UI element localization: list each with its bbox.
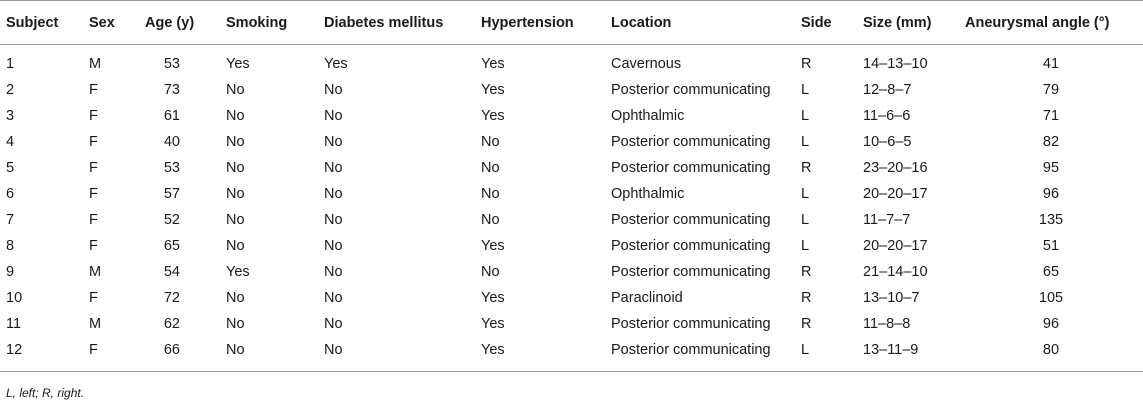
cell-hypertension: Yes [481, 290, 505, 306]
cell-side: R [801, 56, 812, 72]
cell-location: Posterior communicating [611, 134, 771, 150]
cell-age: 61 [163, 108, 180, 124]
cell-subject: 11 [6, 316, 22, 332]
cell-diabetes: No [324, 212, 343, 228]
cell-sex: M [89, 264, 102, 280]
cell-age: 62 [163, 316, 180, 332]
cell-location: Paraclinoid [611, 290, 683, 306]
cell-size: 11–8–8 [863, 316, 911, 332]
cell-location: Posterior communicating [611, 212, 771, 228]
cell-sex: F [89, 108, 98, 124]
cell-age: 57 [163, 186, 180, 202]
cell-angle: 82 [1042, 134, 1060, 150]
header-age: Age (y) [139, 1, 220, 45]
table-header [0, 1, 1143, 45]
cell-angle: 105 [1038, 290, 1064, 306]
cell-smoking: No [226, 108, 245, 124]
table-row [0, 77, 1143, 103]
cell-side: R [801, 160, 812, 176]
cell-diabetes: No [318, 337, 475, 372]
cell-subject: 9 [6, 264, 15, 280]
cell-size: 11–7–7 [863, 212, 911, 228]
cell-subject: 12 [0, 337, 83, 372]
cell-age: 53 [163, 160, 180, 176]
cell-location: Posterior communicating [611, 316, 771, 332]
cell-angle: 135 [1038, 212, 1064, 228]
cell-smoking: No [226, 186, 245, 202]
cell-subject: 5 [6, 160, 15, 176]
cell-side: R [801, 264, 812, 280]
cell-side: L [801, 212, 810, 228]
cell-sex: F [89, 212, 98, 228]
table-row [0, 233, 1143, 259]
cell-subject: 10 [6, 290, 23, 306]
cell-diabetes: No [324, 134, 343, 150]
cell-diabetes: No [324, 82, 343, 98]
cell-side: L [795, 337, 857, 372]
cell-angle: 79 [1042, 82, 1060, 98]
header-hypertension: Hypertension [475, 1, 605, 45]
cell-diabetes: No [324, 264, 343, 280]
cell-side: R [801, 290, 812, 306]
cell-size: 21–14–10 [863, 264, 928, 280]
cell-hypertension: Yes [481, 108, 505, 124]
cell-angle: 95 [1042, 160, 1060, 176]
cell-diabetes: No [324, 108, 343, 124]
cell-subject: 1 [6, 56, 15, 72]
table-row [0, 45, 1143, 78]
cell-sex: M [89, 316, 102, 332]
cell-hypertension: No [481, 134, 500, 150]
cell-hypertension: No [481, 212, 500, 228]
cell-side: L [801, 134, 810, 150]
cell-angle: 71 [1042, 108, 1060, 124]
cell-smoking: No [226, 134, 245, 150]
cell-diabetes: No [324, 160, 343, 176]
table-row [0, 129, 1143, 155]
cell-age: 72 [163, 290, 180, 306]
cell-age: 65 [163, 238, 180, 254]
cell-hypertension: Yes [481, 238, 505, 254]
cell-location: Ophthalmic [611, 186, 685, 202]
cell-sex: M [89, 56, 102, 72]
cell-sex: F [89, 238, 98, 254]
cell-smoking: No [226, 290, 245, 306]
cell-subject: 7 [6, 212, 15, 228]
header-smoking: Smoking [220, 1, 318, 45]
cell-smoking: No [226, 82, 245, 98]
cell-location: Posterior communicating [611, 264, 771, 280]
cell-location: Posterior communicating [611, 238, 771, 254]
cell-location: Cavernous [611, 56, 682, 72]
table-row [0, 285, 1143, 311]
header-location: Location [605, 1, 795, 45]
table-row [0, 259, 1143, 285]
cell-side: L [801, 108, 810, 124]
cell-diabetes: Yes [324, 56, 348, 72]
cell-diabetes: No [324, 186, 343, 202]
cell-age: 66 [139, 337, 220, 372]
table-row [0, 337, 1143, 372]
cell-age: 52 [163, 212, 180, 228]
cell-location: Posterior communicating [611, 160, 771, 176]
cell-sex: F [89, 82, 98, 98]
cell-sex: F [83, 337, 139, 372]
cell-size: 14–13–10 [863, 56, 928, 72]
cell-side: L [801, 82, 810, 98]
cell-subject: 3 [6, 108, 15, 124]
cell-subject: 6 [6, 186, 15, 202]
cell-age: 40 [163, 134, 180, 150]
cell-side: R [801, 316, 812, 332]
cell-side: L [801, 186, 810, 202]
cell-angle: 51 [1042, 238, 1060, 254]
cell-smoking: No [226, 212, 245, 228]
table-body [0, 45, 1143, 372]
cell-size: 12–8–7 [863, 82, 912, 98]
cell-diabetes: No [324, 290, 343, 306]
cell-size: 11–6–6 [863, 108, 911, 124]
cell-smoking: No [220, 337, 318, 372]
cell-age: 53 [163, 56, 180, 72]
cell-subject: 8 [6, 238, 15, 254]
header-sex: Sex [83, 1, 139, 45]
cell-hypertension: Yes [481, 316, 505, 332]
cell-age: 54 [163, 264, 180, 280]
header-diabetes: Diabetes mellitus [318, 1, 475, 45]
cell-angle: 80 [959, 337, 1143, 372]
table-row [0, 311, 1143, 337]
cell-smoking: No [226, 160, 245, 176]
cell-location: Posterior communicating [605, 337, 795, 372]
cell-location: Ophthalmic [611, 108, 685, 124]
cell-angle: 65 [1042, 264, 1060, 280]
cell-size: 13–11–9 [857, 337, 959, 372]
cell-diabetes: No [324, 238, 343, 254]
cell-sex: F [89, 186, 98, 202]
header-side: Side [795, 1, 857, 45]
cell-sex: F [89, 160, 98, 176]
cell-smoking: No [226, 238, 245, 254]
cell-subject: 2 [6, 82, 15, 98]
cell-smoking: No [226, 316, 245, 332]
cell-size: 20–20–17 [863, 186, 928, 202]
cell-smoking: Yes [226, 56, 250, 72]
cell-hypertension: Yes [481, 82, 505, 98]
header-angle: Aneurysmal angle (°) [959, 1, 1143, 45]
cell-side: L [801, 238, 810, 254]
cell-hypertension: No [481, 186, 500, 202]
header-subject: Subject [0, 1, 83, 45]
cell-size: 20–20–17 [863, 238, 928, 254]
cell-hypertension: Yes [481, 56, 505, 72]
table-row [0, 155, 1143, 181]
header-row [0, 1, 1143, 45]
table-footnote: L, left; R, right. [6, 386, 85, 400]
cell-sex: F [89, 134, 98, 150]
cell-hypertension: No [481, 160, 500, 176]
cell-angle: 96 [1042, 186, 1060, 202]
cell-sex: F [89, 290, 98, 306]
cell-hypertension: Yes [475, 337, 605, 372]
table-row [0, 181, 1143, 207]
cell-size: 13–10–7 [863, 290, 920, 306]
table-row [0, 207, 1143, 233]
cell-smoking: Yes [226, 264, 250, 280]
cell-hypertension: No [481, 264, 500, 280]
cell-angle: 41 [1042, 56, 1060, 72]
cell-size: 23–20–16 [863, 160, 928, 176]
table-row [0, 103, 1143, 129]
cell-age: 73 [163, 82, 180, 98]
cell-size: 10–6–5 [863, 134, 912, 150]
cell-subject: 4 [6, 134, 15, 150]
cell-diabetes: No [324, 316, 343, 332]
cell-angle: 96 [1042, 316, 1060, 332]
header-size: Size (mm) [857, 1, 959, 45]
cell-location: Posterior communicating [611, 82, 771, 98]
